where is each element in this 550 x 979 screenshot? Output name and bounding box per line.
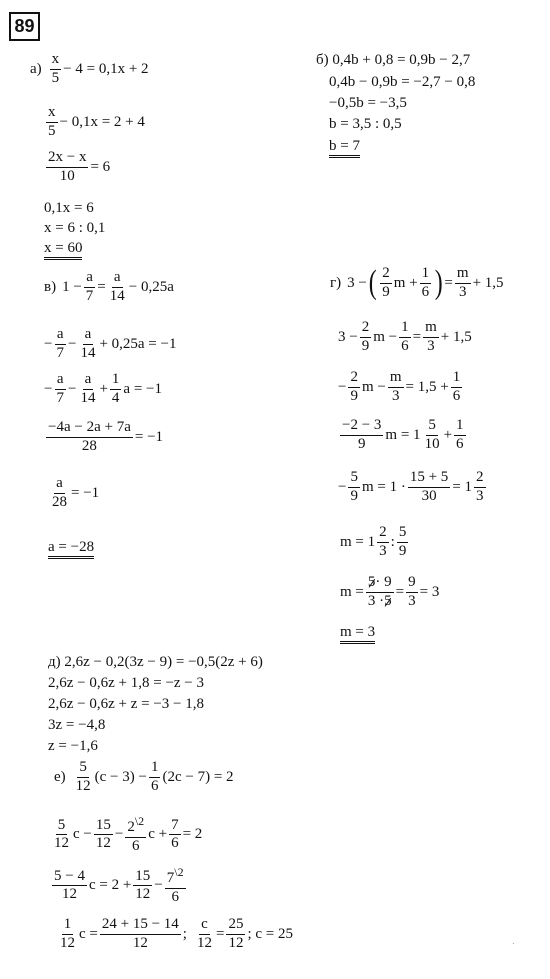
- g-line-1: г) 3 − ( 2 9 m + $\frac{1}{6}$ ) = $\frac{m}{3}$ + 1,5: [330, 264, 504, 302]
- d-line-5: z = −1,6: [48, 738, 98, 754]
- b-label: б): [316, 52, 329, 68]
- fraction: $\frac{c}{12}$: [196, 916, 212, 951]
- g-line-5: − $\frac{5}{9}$ m = 1 · $\frac{15 + 5}{30}$ = 1 2 3: [338, 469, 484, 504]
- fraction: $\frac{5\cdot 9}{3 \cdot 5}$: [367, 574, 392, 609]
- fraction: $\frac{1}{6}$: [456, 417, 464, 452]
- d-line-3: 2,6z − 0,6z + z = −3 − 1,8: [48, 696, 205, 712]
- g-line-6: m = 1 2 3 : 5 9: [340, 524, 407, 559]
- fraction: $\frac{15}{12}$: [95, 816, 111, 852]
- fraction: $\frac{a}{7}$: [85, 269, 94, 304]
- cancelled-digit: 5: [367, 574, 376, 590]
- a-line-2: [44, 105, 145, 140]
- fraction: $\frac{a}{7}$: [56, 326, 64, 361]
- fraction: $\frac{m}{3}$: [389, 369, 402, 404]
- fraction: 5 10: [424, 417, 440, 452]
- b-line-3: −0,5b = −3,5: [329, 95, 407, 111]
- b-line-1: [316, 53, 470, 68]
- cancelled-digit: 5: [384, 592, 392, 609]
- fraction: $\frac{25}{12}$: [228, 916, 244, 951]
- fraction: x 5: [48, 104, 56, 139]
- fraction: $\frac{a}{7}$: [56, 371, 64, 406]
- fraction: 2 9: [382, 265, 390, 300]
- fraction: $\frac{m}{3}$: [456, 265, 469, 300]
- g-line-4: −2 − 3 9 m = 1 5 10 + $\frac{1}{6}$: [342, 417, 464, 452]
- e-line-1: е) 5 12 (c − 3) − $\frac{1}{6}$ (2c − 7) = 2: [54, 759, 234, 794]
- fraction: 5 12: [54, 816, 69, 852]
- g-answer: m = 3: [340, 625, 375, 640]
- fraction: $\frac{5}{9}$: [350, 469, 358, 504]
- a-label: а): [30, 60, 42, 77]
- fraction: $\frac{24 + 15 - 14}{12}$: [101, 916, 179, 951]
- v-answer: a = −28: [48, 540, 94, 555]
- v-line-4: $\frac{-4a - 2a + 7a}{28}$ = −1: [48, 419, 164, 454]
- d-line-2: 2,6z − 0,6z + 1,8 = −z − 3: [48, 675, 205, 691]
- d-line-4: 3z = −4,8: [48, 717, 106, 733]
- fraction: 1 12: [60, 916, 75, 951]
- g-label: г): [330, 274, 342, 291]
- a-line-1: [30, 52, 149, 87]
- fraction: $\frac{9}{3}$: [408, 574, 416, 609]
- v-line-3: − $\frac{a}{7}$ − $\frac{a}{14}$ + $\frac{1}{4}$ a = −1: [44, 371, 162, 406]
- expr-text: 0,4b + 0,8 = 0,9b − 2,7: [332, 52, 471, 68]
- d-line-1: [48, 655, 263, 670]
- fraction: $\frac{2}{9}$: [361, 319, 370, 354]
- fraction: $\frac{1}{6}$: [401, 319, 409, 354]
- e-line-4: 1 12 c = $\frac{24 + 15 - 14}{12}$ ; $\frac{c}{12}$ = $\frac{25}{12}$ ; c = 25: [60, 916, 293, 951]
- v-line-5: $\frac{a}{28}$ = −1: [52, 475, 100, 510]
- fraction: $\frac{a}{14}$: [80, 326, 96, 361]
- fraction: $\frac{-4a - 2a + 7a}{28}$: [48, 419, 131, 454]
- g-line-7: m = $\frac{5\cdot 9}{3 \cdot 5}$ = $\frac{9}{3}$ = 3: [340, 574, 440, 609]
- fraction: $\frac{7}{6}$: [171, 816, 179, 852]
- expr-text: 2,6z − 0,2(3z − 9) = −0,5(2z + 6): [64, 654, 263, 670]
- g-line-3: − $\frac{2}{9}$ m − $\frac{m}{3}$ = 1,5 + $\frac{1}{6}$: [338, 369, 461, 404]
- g-line-2: 3 − $\frac{2}{9}$ m − $\frac{1}{6}$ = $\frac{m}{3}$ + 1,5: [338, 319, 472, 354]
- b-line-2: 0,4b − 0,9b = −2,7 − 0,8: [329, 74, 476, 90]
- fraction: 5 12: [75, 759, 91, 794]
- fraction: $\frac{1}{6}$: [452, 369, 461, 404]
- e-line-2: 5 12 c − $\frac{15}{12}$ − $\frac{2^{\backslash 2}}{6}$ c + $\frac{7}{6}$ = 2: [54, 814, 203, 854]
- fraction: $\frac{m}{3}$: [425, 319, 437, 354]
- fraction: $\frac{15 + 5}{30}$: [409, 469, 449, 504]
- fraction: $\frac{a}{14}$: [80, 371, 96, 406]
- v-line-2: − $\frac{a}{7}$ − $\frac{a}{14}$ + 0,25a = −1: [44, 326, 177, 361]
- fraction: 5 9: [398, 524, 407, 559]
- fraction: $\frac{2^{\backslash 2}}{6}$: [127, 814, 145, 854]
- corner-mark: .: [512, 940, 514, 946]
- fraction: $\frac{7^{\backslash 2}}{6}$: [166, 865, 184, 905]
- fraction: −2 − 3 9: [342, 417, 382, 452]
- a-line-4: 0,1x = 6: [44, 200, 94, 216]
- b-line-4: b = 3,5 : 0,5: [329, 116, 402, 132]
- fraction: $\frac{a}{14}$: [109, 269, 125, 304]
- a-line-3: [44, 150, 110, 185]
- a-line-5: x = 6 : 0,1: [44, 220, 106, 236]
- fraction: $\frac{a}{28}$: [52, 475, 67, 510]
- problem-number-badge: 89: [9, 12, 40, 41]
- fraction: 5 − 4 12: [54, 867, 85, 903]
- fraction: $\frac{1}{4}$: [111, 371, 120, 406]
- v-line-1: в) 1 − $\frac{a}{7}$ = $\frac{a}{14}$ − 0,25a: [44, 269, 174, 304]
- e-line-3: 5 − 4 12 c = 2 + $\frac{15}{12}$ − $\frac{7^{\backslash 2}}{6}$: [54, 865, 184, 905]
- expr-text: − 4 = 0,1x + 2: [63, 60, 149, 77]
- fraction: $\frac{1}{6}$: [421, 265, 430, 300]
- fraction: 2 3: [476, 469, 484, 504]
- v-label: в): [44, 278, 57, 295]
- fraction: $\frac{2x - x}{10}$: [48, 149, 87, 184]
- d-label: д): [48, 654, 61, 670]
- fraction: $\frac{2}{9}$: [350, 369, 358, 404]
- b-answer: b = 7: [329, 139, 360, 154]
- fraction: x 5: [51, 51, 60, 86]
- fraction: 2 3: [379, 524, 387, 559]
- fraction: $\frac{1}{6}$: [150, 759, 159, 794]
- fraction: $\frac{15}{12}$: [135, 867, 151, 903]
- expr-text: = 6: [90, 158, 111, 175]
- a-answer: x = 60: [44, 241, 82, 256]
- expr-text: − 0,1x = 2 + 4: [59, 113, 145, 130]
- e-label: е): [54, 768, 66, 785]
